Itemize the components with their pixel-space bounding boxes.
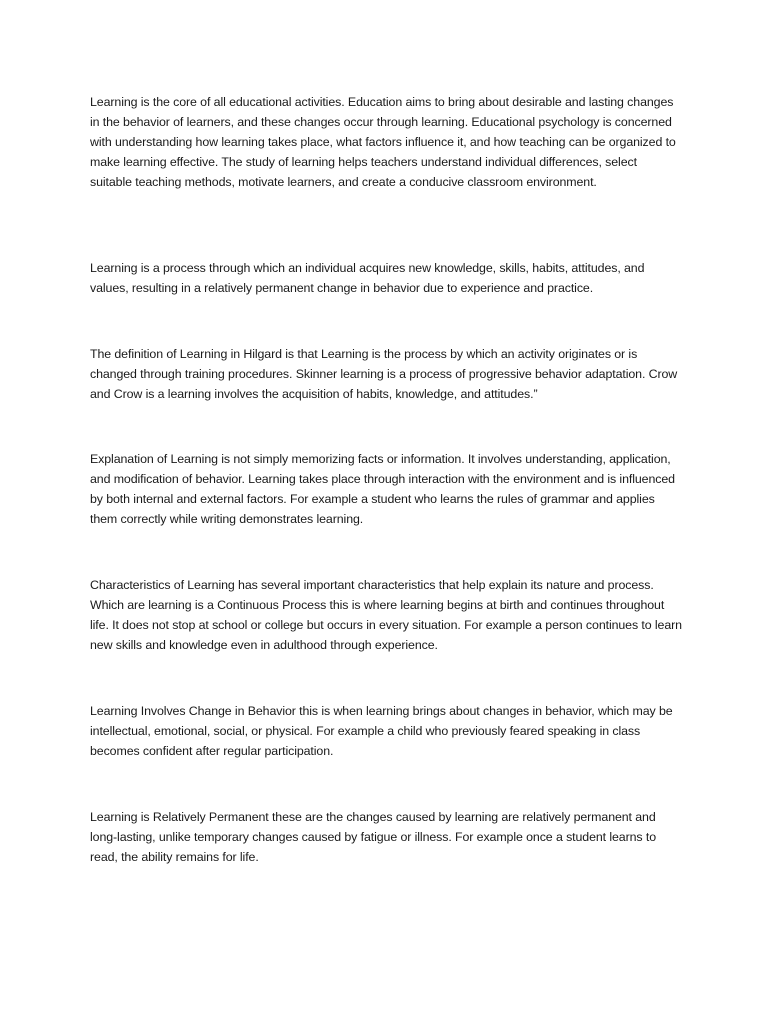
paragraph-change-in-behavior: Learning Involves Change in Behavior this is when learning brings about changes in behavior, which may be intellectual, emotional, social, or physical. For example a child who previously feared speaking in class becomes confident after regular participation. (90, 704, 673, 758)
paragraph-learning-process: Learning is a process through which an individual acquires new knowledge, skills, habits, attitudes, and values, resulting in a relatively permanent change in behavior due to experience and practice. (90, 261, 645, 295)
paragraph-learning-explanation: Explanation of Learning is not simply memorizing facts or information. It involves understanding, application, and modification of behavior. Learning takes place through interaction with the environment and is influenced by both internal and external factors. For example a student who learns the rules of grammar and applies them correctly while writing demonstrates learning. (90, 452, 675, 526)
paragraph-relatively-permanent: Learning is Relatively Permanent these are the changes caused by learning are relatively permanent and long-lasting, unlike temporary changes caused by fatigue or illness. For example once a student learns to read, the ability remains for life. (90, 810, 656, 864)
paragraph-learning-definitions: The definition of Learning in Hilgard is that Learning is the process by which an activity originates or is changed through training procedures. Skinner learning is a process of progressive behavior adaptation. Crow and Crow is a learning involves the acquisition of habits, knowledge, and attitudes.” (90, 347, 678, 401)
paragraph-learning-intro: Learning is the core of all educational activities. Education aims to bring about desirable and lasting changes in the behavior of learners, and these changes occur through learning. Educational psychology is concerned with understanding how learning takes place, what factors influence it, and how teaching can be organized to make learning effective. The study of learning helps teachers understand individual differences, select suitable teaching methods, motivate learners, and create a conducive classroom environment. (90, 95, 676, 189)
paragraph-learning-characteristics: Characteristics of Learning has several important characteristics that help explain its nature and process. Which are learning is a Continuous Process this is where learning begins at birth and continues throughout life. It does not stop at school or college but occurs in every situation. For example a person continues to learn new skills and knowledge even in adulthood through experience. (90, 578, 682, 652)
